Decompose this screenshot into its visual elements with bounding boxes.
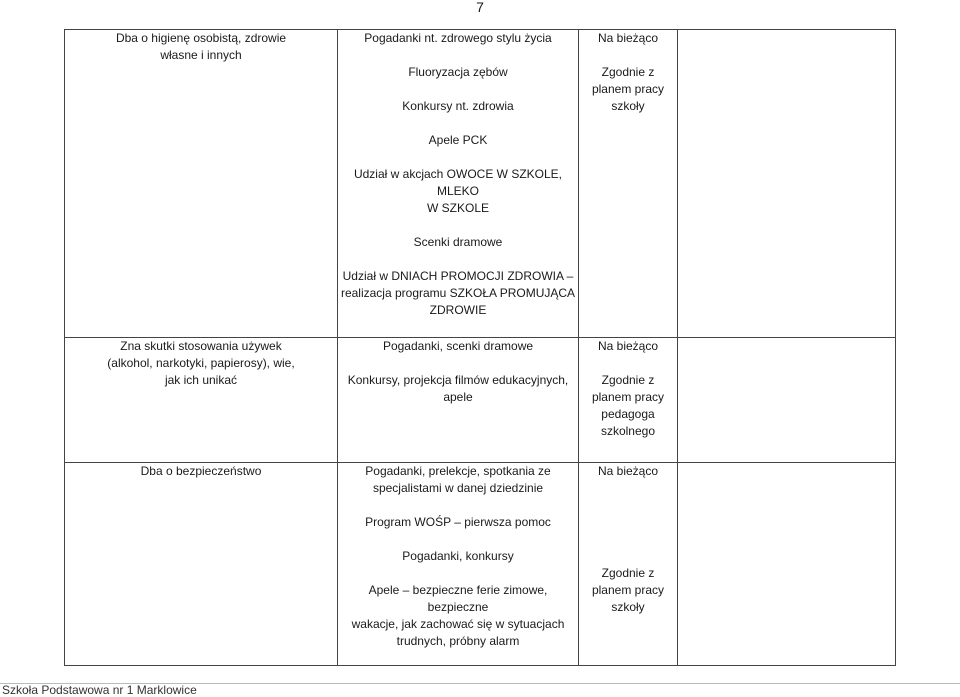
form-item: Pogadanki nt. zdrowego stylu życia <box>364 31 552 45</box>
form-item: Pogadanki, scenki dramowe <box>382 339 534 353</box>
education-plan-table <box>64 29 896 666</box>
form-item: Apele PCK <box>428 133 488 147</box>
deadline-item: Zgodnie z planem pracy szkoły <box>591 566 665 614</box>
deadline-item: Na bieżąco <box>597 31 659 45</box>
form-item: Program WOŚP – pierwsza pomoc <box>365 515 551 529</box>
task-cell <box>65 30 338 338</box>
form-item: Pogadanki, konkursy <box>402 549 514 563</box>
deadline-item: Zgodnie z planem pracy szkoły <box>591 65 665 113</box>
form-item: Pogadanki, prelekcje, spotkania ze specjalistami w danej dziedzinie <box>365 464 551 495</box>
empty-cell <box>678 30 896 338</box>
task-cell <box>65 338 338 463</box>
forms-cell <box>338 30 579 338</box>
deadline-cell <box>579 30 678 338</box>
deadline-item: Na bieżąco <box>597 339 659 353</box>
task-text: Dba o higienę osobistą, zdrowie własne i innych <box>115 31 287 62</box>
deadline-cell <box>579 338 678 463</box>
task-text: Zna skutki stosowania używek (alkohol, narkotyki, papierosy), wie, jak ich unikać <box>107 339 295 387</box>
form-item: Udział w akcjach OWOCE W SZKOLE, MLEKO W SZKOLE <box>353 167 563 215</box>
footer-text: Szkoła Podstawowa nr 1 Marklowice <box>2 683 197 697</box>
forms-cell <box>338 338 579 463</box>
empty-cell <box>678 463 896 666</box>
table-row <box>65 338 896 463</box>
empty-cell <box>678 338 896 463</box>
form-item: Konkursy nt. zdrowia <box>402 99 514 113</box>
task-cell <box>65 463 338 666</box>
deadline-item: Zgodnie z planem pracy pedagoga szkolnego <box>591 373 665 438</box>
form-item: Udział w DNIACH PROMOCJI ZDROWIA – realizacja programu SZKOŁA PROMUJĄCA ZDROWIE <box>340 269 576 317</box>
deadline-item: Na bieżąco <box>597 464 659 478</box>
deadline-cell <box>579 463 678 666</box>
form-item: Konkursy, projekcja filmów edukacyjnych, apele <box>347 373 569 404</box>
table-row <box>65 463 896 666</box>
form-item: Apele – bezpieczne ferie zimowe, bezpieczne wakacje, jak zachować się w sytuacjach trudnych, próbny alarm <box>351 583 565 648</box>
forms-cell <box>338 463 579 666</box>
form-item: Scenki dramowe <box>413 235 503 249</box>
page-number: 7 <box>476 0 484 15</box>
task-text: Dba o bezpieczeństwo <box>140 464 262 478</box>
form-item: Fluoryzacja zębów <box>408 65 508 79</box>
table-row <box>65 30 896 338</box>
